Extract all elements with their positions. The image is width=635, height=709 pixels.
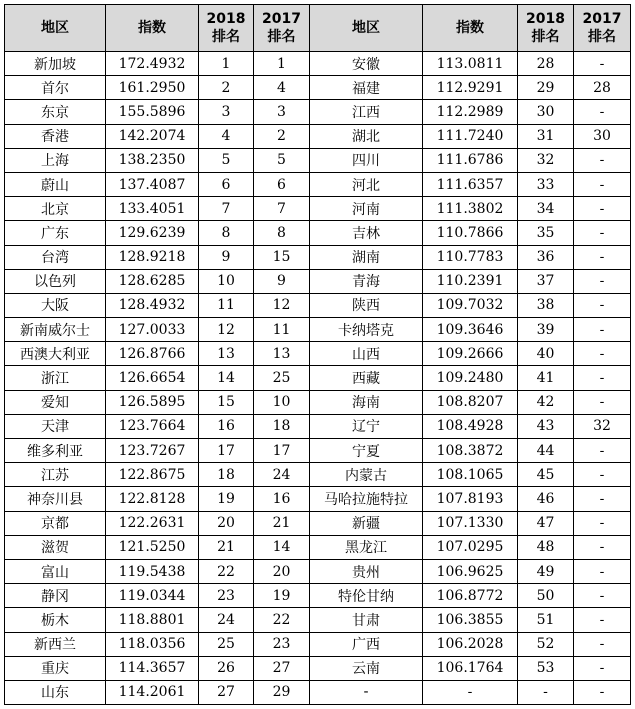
region-cell: 西藏 bbox=[310, 366, 423, 390]
rank-2018-cell: 40 bbox=[518, 342, 574, 366]
rank-2018-cell: 5 bbox=[199, 148, 254, 172]
region-cell: 天津 bbox=[5, 414, 106, 438]
rank-2018-cell: 18 bbox=[199, 463, 254, 487]
rank-2018-cell: 7 bbox=[199, 197, 254, 221]
region-cell: 山西 bbox=[310, 342, 423, 366]
rank-2017-cell: 3 bbox=[254, 100, 310, 124]
region-cell: 四川 bbox=[310, 148, 423, 172]
region-cell: 滋贺 bbox=[5, 535, 106, 559]
index-cell: 108.8207 bbox=[423, 390, 518, 414]
rank-2017-cell: 22 bbox=[254, 608, 310, 632]
rank-2018-cell: 24 bbox=[199, 608, 254, 632]
rank-2017-cell: 5 bbox=[254, 148, 310, 172]
table-row bbox=[5, 76, 631, 100]
rank-2018-cell: 48 bbox=[518, 535, 574, 559]
table-row bbox=[5, 487, 631, 511]
rank-2017-cell: 1 bbox=[254, 52, 310, 76]
region-cell: 维多利亚 bbox=[5, 439, 106, 463]
rank-2017-cell: - bbox=[574, 245, 631, 269]
table-row bbox=[5, 584, 631, 608]
rank-2017-cell: - bbox=[574, 293, 631, 317]
index-cell: 110.2391 bbox=[423, 269, 518, 293]
rank-2017-cell: 12 bbox=[254, 293, 310, 317]
index-cell: 106.8772 bbox=[423, 584, 518, 608]
region-cell: 蔚山 bbox=[5, 172, 106, 196]
region-cell: 神奈川县 bbox=[5, 487, 106, 511]
region-cell: 卡纳塔克 bbox=[310, 318, 423, 342]
table-row bbox=[5, 342, 631, 366]
rank-2017-cell: - bbox=[574, 487, 631, 511]
table-row bbox=[5, 124, 631, 148]
index-cell: 123.7267 bbox=[106, 439, 199, 463]
rank-2018-cell: 52 bbox=[518, 632, 574, 656]
rank-2018-cell: 26 bbox=[199, 656, 254, 680]
rank-2018-cell: 47 bbox=[518, 511, 574, 535]
index-cell: 138.2350 bbox=[106, 148, 199, 172]
rank-2018-cell: 49 bbox=[518, 559, 574, 583]
rank-2017-cell: - bbox=[574, 390, 631, 414]
region-cell: 北京 bbox=[5, 197, 106, 221]
region-cell: 黑龙江 bbox=[310, 535, 423, 559]
rank-2017-cell: 20 bbox=[254, 559, 310, 583]
rank-2018-cell: 31 bbox=[518, 124, 574, 148]
index-cell: 111.7240 bbox=[423, 124, 518, 148]
region-cell: 云南 bbox=[310, 656, 423, 680]
rank-2017-cell: 27 bbox=[254, 656, 310, 680]
table-row bbox=[5, 390, 631, 414]
rank-2017-cell: 29 bbox=[254, 680, 310, 704]
rank-2018-cell: 25 bbox=[199, 632, 254, 656]
index-cell: 112.2989 bbox=[423, 100, 518, 124]
index-cell: 123.7664 bbox=[106, 414, 199, 438]
rank-2018-cell: 13 bbox=[199, 342, 254, 366]
rank-2018-cell: 27 bbox=[199, 680, 254, 704]
rank-2017-cell: - bbox=[574, 148, 631, 172]
index-cell: 114.2061 bbox=[106, 680, 199, 704]
index-cell: 155.5896 bbox=[106, 100, 199, 124]
region-cell: 福建 bbox=[310, 76, 423, 100]
table-row bbox=[5, 680, 631, 704]
rank-2017-cell: 6 bbox=[254, 172, 310, 196]
rank-2018-cell: 15 bbox=[199, 390, 254, 414]
region-cell: 河北 bbox=[310, 172, 423, 196]
rank-2017-cell: 28 bbox=[574, 76, 631, 100]
rank-2017-cell: 18 bbox=[254, 414, 310, 438]
index-cell: 118.0356 bbox=[106, 632, 199, 656]
rank-2017-cell: 7 bbox=[254, 197, 310, 221]
region-cell: 湖北 bbox=[310, 124, 423, 148]
index-cell: 110.7783 bbox=[423, 245, 518, 269]
index-cell: 114.3657 bbox=[106, 656, 199, 680]
index-cell: 107.8193 bbox=[423, 487, 518, 511]
index-cell: 108.4928 bbox=[423, 414, 518, 438]
rank-2018-cell: 2 bbox=[199, 76, 254, 100]
region-cell: 新加坡 bbox=[5, 52, 106, 76]
index-cell: 106.1764 bbox=[423, 656, 518, 680]
region-cell: 湖南 bbox=[310, 245, 423, 269]
index-cell: - bbox=[423, 680, 518, 704]
region-cell: 重庆 bbox=[5, 656, 106, 680]
region-cell: 富山 bbox=[5, 559, 106, 583]
rank-2018-cell: 33 bbox=[518, 172, 574, 196]
rank-2017-cell: - bbox=[574, 656, 631, 680]
region-cell: 栃木 bbox=[5, 608, 106, 632]
rank-2018-cell: 11 bbox=[199, 293, 254, 317]
rank-2017-cell: - bbox=[574, 608, 631, 632]
rank-2018-cell: 36 bbox=[518, 245, 574, 269]
rank-2018-cell: 3 bbox=[199, 100, 254, 124]
index-cell: 107.1330 bbox=[423, 511, 518, 535]
index-cell: 121.5250 bbox=[106, 535, 199, 559]
table-row bbox=[5, 608, 631, 632]
rank-2017-cell: - bbox=[574, 584, 631, 608]
rank-2018-cell: 42 bbox=[518, 390, 574, 414]
ranking-table bbox=[4, 4, 631, 705]
index-cell: 111.6357 bbox=[423, 172, 518, 196]
table-row bbox=[5, 148, 631, 172]
index-cell: 111.6786 bbox=[423, 148, 518, 172]
index-cell: 133.4051 bbox=[106, 197, 199, 221]
region-cell: 吉林 bbox=[310, 221, 423, 245]
rank-2017-cell: 23 bbox=[254, 632, 310, 656]
rank-2018-cell: 17 bbox=[199, 439, 254, 463]
rank-2017-cell: 25 bbox=[254, 366, 310, 390]
region-cell: 特伦甘纳 bbox=[310, 584, 423, 608]
region-cell: 安徽 bbox=[310, 52, 423, 76]
table-row bbox=[5, 366, 631, 390]
rank-2017-cell: - bbox=[574, 269, 631, 293]
table-row bbox=[5, 221, 631, 245]
region-cell: 海南 bbox=[310, 390, 423, 414]
region-cell: 陕西 bbox=[310, 293, 423, 317]
region-cell: 台湾 bbox=[5, 245, 106, 269]
rank-2017-cell: - bbox=[574, 318, 631, 342]
region-cell: 爱知 bbox=[5, 390, 106, 414]
header-region: 地区 bbox=[5, 5, 106, 52]
index-cell: 128.6285 bbox=[106, 269, 199, 293]
index-cell: 126.5895 bbox=[106, 390, 199, 414]
index-cell: 119.5438 bbox=[106, 559, 199, 583]
rank-2017-cell: - bbox=[574, 511, 631, 535]
index-cell: 126.6654 bbox=[106, 366, 199, 390]
rank-2017-cell: 32 bbox=[574, 414, 631, 438]
header-index: 指数 bbox=[423, 5, 518, 52]
header-index: 指数 bbox=[106, 5, 199, 52]
index-cell: 128.4932 bbox=[106, 293, 199, 317]
index-cell: 122.8675 bbox=[106, 463, 199, 487]
index-cell: 109.2666 bbox=[423, 342, 518, 366]
rank-2017-cell: - bbox=[574, 197, 631, 221]
index-cell: 122.8128 bbox=[106, 487, 199, 511]
rank-2018-cell: 4 bbox=[199, 124, 254, 148]
index-cell: 119.0344 bbox=[106, 584, 199, 608]
region-cell: 西澳大利亚 bbox=[5, 342, 106, 366]
index-cell: 106.3855 bbox=[423, 608, 518, 632]
table-row bbox=[5, 172, 631, 196]
rank-2018-cell: 35 bbox=[518, 221, 574, 245]
index-cell: 111.3802 bbox=[423, 197, 518, 221]
table-row bbox=[5, 559, 631, 583]
region-cell: 江苏 bbox=[5, 463, 106, 487]
rank-2018-cell: - bbox=[518, 680, 574, 704]
region-cell: 甘肃 bbox=[310, 608, 423, 632]
region-cell: 香港 bbox=[5, 124, 106, 148]
table-row bbox=[5, 318, 631, 342]
rank-2018-cell: 9 bbox=[199, 245, 254, 269]
rank-2018-cell: 43 bbox=[518, 414, 574, 438]
rank-2017-cell: 4 bbox=[254, 76, 310, 100]
table-row bbox=[5, 535, 631, 559]
index-cell: 161.2950 bbox=[106, 76, 199, 100]
table-row bbox=[5, 245, 631, 269]
rank-2018-cell: 10 bbox=[199, 269, 254, 293]
region-cell: 新南威尔士 bbox=[5, 318, 106, 342]
rank-2017-cell: - bbox=[574, 632, 631, 656]
region-cell: - bbox=[310, 680, 423, 704]
rank-2017-cell: - bbox=[574, 439, 631, 463]
header-rank-2017: 2017 排名 bbox=[254, 5, 310, 52]
region-cell: 广东 bbox=[5, 221, 106, 245]
region-cell: 新疆 bbox=[310, 511, 423, 535]
region-cell: 首尔 bbox=[5, 76, 106, 100]
region-cell: 内蒙古 bbox=[310, 463, 423, 487]
index-cell: 128.9218 bbox=[106, 245, 199, 269]
table-row bbox=[5, 414, 631, 438]
index-cell: 118.8801 bbox=[106, 608, 199, 632]
region-cell: 大阪 bbox=[5, 293, 106, 317]
index-cell: 122.2631 bbox=[106, 511, 199, 535]
region-cell: 贵州 bbox=[310, 559, 423, 583]
rank-2017-cell: - bbox=[574, 559, 631, 583]
header-row bbox=[5, 5, 631, 52]
region-cell: 广西 bbox=[310, 632, 423, 656]
rank-2017-cell: 8 bbox=[254, 221, 310, 245]
region-cell: 东京 bbox=[5, 100, 106, 124]
rank-2018-cell: 53 bbox=[518, 656, 574, 680]
rank-2018-cell: 41 bbox=[518, 366, 574, 390]
rank-2018-cell: 22 bbox=[199, 559, 254, 583]
index-cell: 107.0295 bbox=[423, 535, 518, 559]
rank-2018-cell: 30 bbox=[518, 100, 574, 124]
header-rank-2018: 2018 排名 bbox=[518, 5, 574, 52]
rank-2018-cell: 29 bbox=[518, 76, 574, 100]
table-row bbox=[5, 656, 631, 680]
rank-2018-cell: 6 bbox=[199, 172, 254, 196]
region-cell: 新西兰 bbox=[5, 632, 106, 656]
rank-2018-cell: 1 bbox=[199, 52, 254, 76]
index-cell: 106.2028 bbox=[423, 632, 518, 656]
rank-2017-cell: - bbox=[574, 342, 631, 366]
header-region: 地区 bbox=[310, 5, 423, 52]
table-row bbox=[5, 293, 631, 317]
index-cell: 172.4932 bbox=[106, 52, 199, 76]
index-cell: 108.1065 bbox=[423, 463, 518, 487]
index-cell: 129.6239 bbox=[106, 221, 199, 245]
rank-2017-cell: 2 bbox=[254, 124, 310, 148]
rank-2018-cell: 19 bbox=[199, 487, 254, 511]
rank-2018-cell: 39 bbox=[518, 318, 574, 342]
rank-2017-cell: 21 bbox=[254, 511, 310, 535]
region-cell: 以色列 bbox=[5, 269, 106, 293]
index-cell: 137.4087 bbox=[106, 172, 199, 196]
region-cell: 江西 bbox=[310, 100, 423, 124]
rank-2018-cell: 28 bbox=[518, 52, 574, 76]
table-row bbox=[5, 197, 631, 221]
index-cell: 110.7866 bbox=[423, 221, 518, 245]
region-cell: 青海 bbox=[310, 269, 423, 293]
rank-2018-cell: 45 bbox=[518, 463, 574, 487]
rank-2017-cell: - bbox=[574, 535, 631, 559]
header-rank-2018: 2018 排名 bbox=[199, 5, 254, 52]
rank-2018-cell: 37 bbox=[518, 269, 574, 293]
index-cell: 142.2074 bbox=[106, 124, 199, 148]
table-row bbox=[5, 100, 631, 124]
rank-2017-cell: - bbox=[574, 100, 631, 124]
rank-2018-cell: 16 bbox=[199, 414, 254, 438]
rank-2017-cell: - bbox=[574, 680, 631, 704]
region-cell: 静冈 bbox=[5, 584, 106, 608]
rank-2017-cell: 14 bbox=[254, 535, 310, 559]
rank-2018-cell: 8 bbox=[199, 221, 254, 245]
rank-2017-cell: - bbox=[574, 366, 631, 390]
header-rank-2017: 2017 排名 bbox=[574, 5, 631, 52]
rank-2018-cell: 32 bbox=[518, 148, 574, 172]
rank-2018-cell: 38 bbox=[518, 293, 574, 317]
index-cell: 109.3646 bbox=[423, 318, 518, 342]
rank-2017-cell: 24 bbox=[254, 463, 310, 487]
region-cell: 京都 bbox=[5, 511, 106, 535]
table-row bbox=[5, 269, 631, 293]
rank-2018-cell: 20 bbox=[199, 511, 254, 535]
rank-2017-cell: - bbox=[574, 463, 631, 487]
rank-2018-cell: 21 bbox=[199, 535, 254, 559]
table-row bbox=[5, 439, 631, 463]
rank-2017-cell: - bbox=[574, 52, 631, 76]
table-row bbox=[5, 511, 631, 535]
table-row bbox=[5, 52, 631, 76]
rank-2018-cell: 46 bbox=[518, 487, 574, 511]
index-cell: 126.8766 bbox=[106, 342, 199, 366]
rank-2017-cell: 9 bbox=[254, 269, 310, 293]
index-cell: 109.7032 bbox=[423, 293, 518, 317]
table-row bbox=[5, 463, 631, 487]
index-cell: 109.2480 bbox=[423, 366, 518, 390]
rank-2017-cell: 15 bbox=[254, 245, 310, 269]
region-cell: 山东 bbox=[5, 680, 106, 704]
rank-2017-cell: - bbox=[574, 172, 631, 196]
index-cell: 127.0033 bbox=[106, 318, 199, 342]
rank-2018-cell: 51 bbox=[518, 608, 574, 632]
rank-2017-cell: 10 bbox=[254, 390, 310, 414]
rank-2018-cell: 50 bbox=[518, 584, 574, 608]
rank-2018-cell: 14 bbox=[199, 366, 254, 390]
rank-2017-cell: 16 bbox=[254, 487, 310, 511]
index-cell: 112.9291 bbox=[423, 76, 518, 100]
region-cell: 辽宁 bbox=[310, 414, 423, 438]
index-cell: 113.0811 bbox=[423, 52, 518, 76]
rank-2017-cell: - bbox=[574, 221, 631, 245]
rank-2018-cell: 44 bbox=[518, 439, 574, 463]
rank-2017-cell: 30 bbox=[574, 124, 631, 148]
rank-2017-cell: 11 bbox=[254, 318, 310, 342]
rank-2018-cell: 34 bbox=[518, 197, 574, 221]
rank-2017-cell: 17 bbox=[254, 439, 310, 463]
index-cell: 106.9625 bbox=[423, 559, 518, 583]
rank-2017-cell: 13 bbox=[254, 342, 310, 366]
region-cell: 浙江 bbox=[5, 366, 106, 390]
rank-2017-cell: 19 bbox=[254, 584, 310, 608]
region-cell: 马哈拉施特拉 bbox=[310, 487, 423, 511]
rank-2018-cell: 12 bbox=[199, 318, 254, 342]
region-cell: 宁夏 bbox=[310, 439, 423, 463]
table-row bbox=[5, 632, 631, 656]
rank-2018-cell: 23 bbox=[199, 584, 254, 608]
index-cell: 108.3872 bbox=[423, 439, 518, 463]
region-cell: 河南 bbox=[310, 197, 423, 221]
region-cell: 上海 bbox=[5, 148, 106, 172]
